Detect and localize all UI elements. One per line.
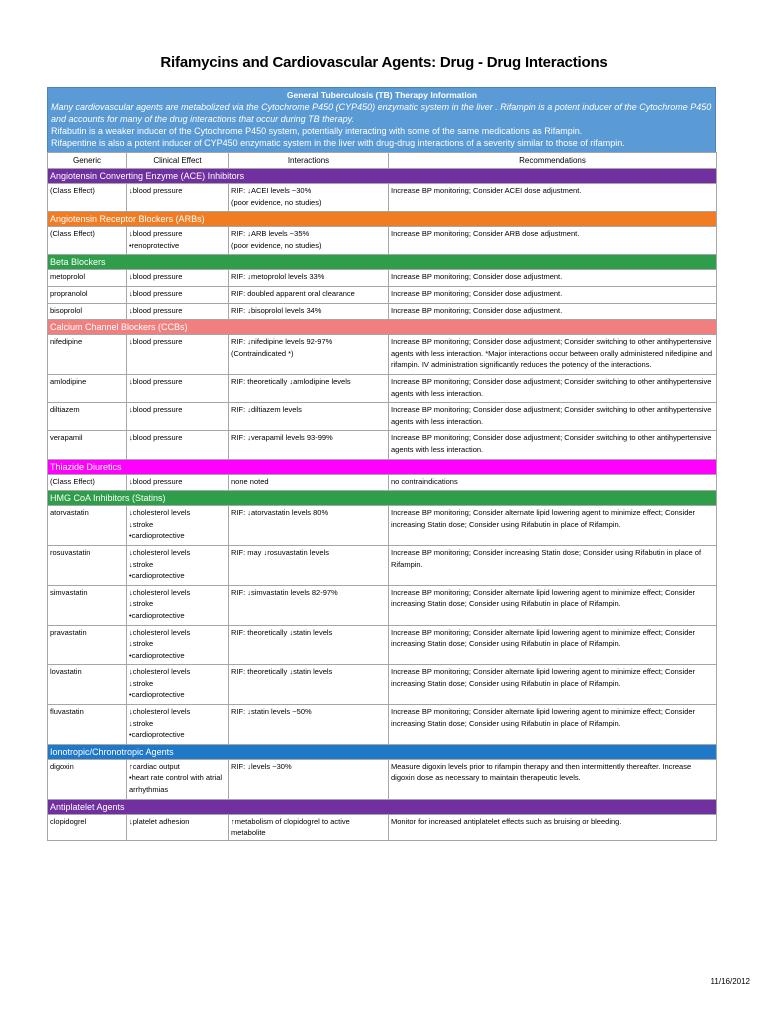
interaction-line: ↑metabolism of clopidogrel to active metabolite <box>231 816 352 838</box>
table-row <box>48 506 717 546</box>
interactions-cell <box>229 403 389 431</box>
recommendations-cell: Increase BP monitoring; Consider alternate lipid lowering agent to minimize effect; Consider increasing Statin dose; Consider using Rifabutin in place of Rifampin. <box>389 665 717 705</box>
clinical-effect-line: •cardioprotective <box>129 610 185 620</box>
table-row <box>48 705 717 745</box>
section-title: Angiotensin Converting Enzyme (ACE) Inhibitors <box>48 169 717 184</box>
clinical-effect-line: •cardioprotective <box>129 730 185 740</box>
recommendations-cell: Increase BP monitoring; Consider dose adjustment; Consider switching to other antihypertensive agents with less interaction. <box>389 403 717 431</box>
interaction-line: RIF: ↓nifedipine levels 92-97% (Contraindicated *) <box>231 337 343 358</box>
table-row <box>48 474 717 491</box>
clinical-effect-line: ↓blood pressure <box>129 288 183 298</box>
interaction-sheet <box>47 87 716 841</box>
recommendations-cell: Increase BP monitoring; Consider dose adjustment; Consider switching to other antihypertensive agents with less interaction. <box>389 374 717 402</box>
interactions-cell <box>229 335 389 375</box>
interaction-line: RIF: doubled apparent oral clearance <box>231 288 355 298</box>
recommendations-cell: Increase BP monitoring; Consider dose adjustment; Consider switching to other antihypertensive agents with less interaction. <box>389 431 717 459</box>
clinical-effect-line: ↓blood pressure <box>129 186 183 195</box>
clinical-effect-cell <box>127 374 229 402</box>
generic-cell: simvastatin <box>48 585 127 625</box>
clinical-effect-line: •cardioprotective <box>129 571 185 581</box>
clinical-effect-line: ↓blood pressure <box>129 305 183 315</box>
generic-cell: (Class Effect) <box>48 474 127 491</box>
generic-cell: atorvastatin <box>48 506 127 546</box>
clinical-effect-line: •cardioprotective <box>129 690 185 700</box>
table-row <box>48 665 717 705</box>
interactions-cell <box>229 474 389 491</box>
interaction-line: RIF: ↓simvastatin levels 82-97% <box>231 587 338 597</box>
interactions-cell <box>229 374 389 402</box>
table-row <box>48 184 717 212</box>
clinical-effect-line: ↓blood pressure <box>129 405 183 415</box>
interaction-line: RIF: ↓ACEI levels ~30% <box>231 186 312 195</box>
interactions-cell <box>229 665 389 705</box>
section-title: Beta Blockers <box>48 255 717 270</box>
clinical-effect-cell <box>127 286 229 303</box>
recommendations-cell: Increase BP monitoring; Consider alternate lipid lowering agent to minimize effect; Consider increasing Statin dose; Consider using Rifabutin in place of Rifampin. <box>389 506 717 546</box>
recommendations-cell: Measure digoxin levels prior to rifampin therapy and then intermittently thereafter. Increase digoxin dose as necessary to maintain therapeutic levels. <box>389 759 717 799</box>
section-title: Angiotensin Receptor Blockers (ARBs) <box>48 212 717 227</box>
section-header-row <box>48 212 717 227</box>
generic-cell: nifedipine <box>48 335 127 375</box>
col-generic: Generic <box>48 153 127 169</box>
recommendations-cell: Increase BP monitoring; Consider ACEI dose adjustment. <box>389 184 717 212</box>
interactions-cell <box>229 270 389 287</box>
interactions-cell <box>229 625 389 665</box>
clinical-effect-cell <box>127 506 229 546</box>
clinical-effect-line: •renoprotective <box>129 240 180 250</box>
col-interactions: Interactions <box>229 153 389 169</box>
clinical-effect-cell <box>127 814 229 840</box>
section-title: Ionotropic/Chronotropic Agents <box>48 744 717 759</box>
clinical-effect-line: ↓cholesterol levels <box>129 707 191 717</box>
generic-cell: propranolol <box>48 286 127 303</box>
generic-cell: lovastatin <box>48 665 127 705</box>
clinical-effect-line: ↓blood pressure <box>129 272 183 282</box>
info-line: Rifabutin is a weaker inducer of the Cytochrome P450 system, potentially interacting with some of the same medications as Rifampin. <box>51 126 583 136</box>
generic-cell: (Class Effect) <box>48 184 127 212</box>
recommendations-cell: Monitor for increased antiplatelet effects such as bruising or bleeding. <box>389 814 717 840</box>
interaction-line: (poor evidence, no studies) <box>231 197 322 207</box>
clinical-effect-cell <box>127 431 229 459</box>
table-row <box>48 431 717 459</box>
interaction-line: RIF: theoretically ↓amlodipine levels <box>231 376 351 386</box>
recommendations-cell: Increase BP monitoring; Consider dose adjustment. <box>389 270 717 287</box>
clinical-effect-line: ↓blood pressure <box>129 376 183 386</box>
interactions-cell <box>229 585 389 625</box>
interactions-cell <box>229 184 389 212</box>
interactions-cell <box>229 705 389 745</box>
recommendations-cell: Increase BP monitoring; Consider alternate lipid lowering agent to minimize effect; Consider increasing Statin dose; Consider using Rifabutin in place of Rifampin. <box>389 585 717 625</box>
clinical-effect-cell <box>127 585 229 625</box>
clinical-effect-line: ↓cholesterol levels <box>129 667 191 677</box>
section-header-row <box>48 459 717 474</box>
generic-cell: digoxin <box>48 759 127 799</box>
recommendations-cell: Increase BP monitoring; Consider alternate lipid lowering agent to minimize effect; Consider increasing Statin dose; Consider using Rifabutin in place of Rifampin. <box>389 625 717 665</box>
table-row <box>48 335 717 375</box>
clinical-effect-cell <box>127 665 229 705</box>
interactions-cell <box>229 303 389 320</box>
section-title: HMG CoA Inhibitors (Statins) <box>48 491 717 506</box>
clinical-effect-line: ↑cardiac output <box>129 761 180 771</box>
interaction-line: RIF: theoretically ↓statin levels <box>231 627 333 637</box>
recommendations-cell: Increase BP monitoring; Consider dose adjustment. <box>389 303 717 320</box>
generic-cell: clopidogrel <box>48 814 127 840</box>
interaction-line: RIF: ↓ARB levels ~35% <box>231 229 310 239</box>
clinical-effect-cell <box>127 545 229 585</box>
section-title: Antiplatelet Agents <box>48 799 717 814</box>
clinical-effect-line: ↓cholesterol levels <box>129 627 191 637</box>
table-row <box>48 374 717 402</box>
clinical-effect-line: ↓blood pressure <box>129 229 183 239</box>
interactions-cell <box>229 286 389 303</box>
generic-cell: verapamil <box>48 431 127 459</box>
interaction-line: none noted <box>231 476 269 486</box>
section-header-row <box>48 491 717 506</box>
clinical-effect-line: ↓stroke <box>129 678 154 688</box>
interactions-cell <box>229 545 389 585</box>
recommendations-cell: Increase BP monitoring; Consider alternate lipid lowering agent to minimize effect; Consider increasing Statin dose; Consider using Rifabutin in place of Rifampin. <box>389 705 717 745</box>
table-row <box>48 625 717 665</box>
interactions-cell <box>229 814 389 840</box>
info-line: Rifapentine is also a potent inducer of CYP450 enzymatic system in the liver with drug-drug interactions of a severity similar to those of rifampin. <box>51 138 625 148</box>
info-paragraph: Many cardiovascular agents are metabolized via the Cytochrome P450 (CYP450) enzymatic system in the liver . Rifampin is a potent inducer of the Cytochrome P450 and accounts for many of the drug interactions that occur during TB therapy. <box>51 102 712 124</box>
clinical-effect-line: ↓stroke <box>129 519 154 529</box>
clinical-effect-line: ↓cholesterol levels <box>129 547 191 557</box>
section-title: Thiazide Diuretics <box>48 459 717 474</box>
interaction-line: RIF: ↓metoprolol levels 33% <box>231 272 325 282</box>
clinical-effect-cell <box>127 270 229 287</box>
clinical-effect-cell <box>127 625 229 665</box>
section-title: Calcium Channel Blockers (CCBs) <box>48 320 717 335</box>
generic-cell: fluvastatin <box>48 705 127 745</box>
generic-cell: metoprolol <box>48 270 127 287</box>
table-header-row <box>48 153 717 169</box>
clinical-effect-line: •heart rate control with atrial arrhythmias <box>129 773 225 795</box>
interaction-line: RIF: ↓atorvastatin levels 80% <box>231 508 329 518</box>
clinical-effect-cell <box>127 759 229 799</box>
clinical-effect-cell <box>127 403 229 431</box>
generic-cell: amlodipine <box>48 374 127 402</box>
interaction-table <box>47 152 717 841</box>
clinical-effect-cell <box>127 184 229 212</box>
clinical-effect-cell <box>127 303 229 320</box>
clinical-effect-line: ↓stroke <box>129 639 154 649</box>
clinical-effect-cell <box>127 335 229 375</box>
clinical-effect-cell <box>127 227 229 255</box>
clinical-effect-line: ↓cholesterol levels <box>129 587 191 597</box>
interactions-cell <box>229 759 389 799</box>
interactions-cell <box>229 227 389 255</box>
generic-cell: rosuvastatin <box>48 545 127 585</box>
col-clinical-effect: Clinical Effect <box>127 153 229 169</box>
col-recommendations: Recommendations <box>389 153 717 169</box>
generic-cell: (Class Effect) <box>48 227 127 255</box>
page-title: Rifamycins and Cardiovascular Agents: Drug - Drug Interactions <box>160 54 608 71</box>
table-row <box>48 403 717 431</box>
clinical-effect-line: ↓cholesterol levels <box>129 508 191 518</box>
clinical-effect-line: ↓stroke <box>129 559 154 569</box>
recommendations-cell: Increase BP monitoring; Consider ARB dose adjustment. <box>389 227 717 255</box>
table-row <box>48 227 717 255</box>
interaction-line: RIF: ↓levels ~30% <box>231 761 292 771</box>
clinical-effect-cell <box>127 705 229 745</box>
interaction-line: RIF: may ↓rosuvastatin levels <box>231 547 329 557</box>
interaction-line: RIF: theoretically ↓statin levels <box>231 667 333 677</box>
clinical-effect-line: •cardioprotective <box>129 650 185 660</box>
interaction-line: RIF: ↓diltiazem levels <box>231 405 302 415</box>
recommendations-cell: Increase BP monitoring; Consider dose adjustment. <box>389 286 717 303</box>
interaction-line: RIF: ↓verapamil levels 93-99% <box>231 433 333 443</box>
clinical-effect-line: ↓stroke <box>129 718 154 728</box>
generic-cell: pravastatin <box>48 625 127 665</box>
generic-cell: diltiazem <box>48 403 127 431</box>
table-row <box>48 270 717 287</box>
info-title: General Tuberculosis (TB) Therapy Information <box>286 90 478 100</box>
clinical-effect-cell <box>127 474 229 491</box>
table-row <box>48 585 717 625</box>
clinical-effect-line: •cardioprotective <box>129 531 185 541</box>
recommendations-cell: Increase BP monitoring; Consider increasing Statin dose; Consider using Rifabutin in place of Rifampin. <box>389 545 717 585</box>
table-row <box>48 303 717 320</box>
tb-info-box <box>47 87 716 152</box>
interactions-cell <box>229 506 389 546</box>
recommendations-cell: Increase BP monitoring; Consider dose adjustment; Consider switching to other antihypertensive agents with less interaction. *Major interactions occur between orally administered nifedipine and rifampin. IV administration significantly reduces the potency of the interactions. <box>389 335 717 375</box>
interaction-line: RIF: ↓statin levels ~50% <box>231 707 312 717</box>
clinical-effect-line: ↓blood pressure <box>129 476 183 486</box>
section-header-row <box>48 255 717 270</box>
recommendations-cell: no contraindications <box>389 474 717 491</box>
clinical-effect-line: ↓blood pressure <box>129 433 183 443</box>
footer-date: 11/16/2012 <box>710 977 750 986</box>
table-row <box>48 286 717 303</box>
table-row <box>48 814 717 840</box>
clinical-effect-line: ↓platelet adhesion <box>129 816 190 826</box>
section-header-row <box>48 744 717 759</box>
table-row <box>48 545 717 585</box>
section-header-row <box>48 169 717 184</box>
interaction-line: (poor evidence, no studies) <box>231 240 322 250</box>
clinical-effect-line: ↓stroke <box>129 599 154 609</box>
clinical-effect-line: ↓blood pressure <box>129 337 183 347</box>
table-row <box>48 759 717 799</box>
generic-cell: bisoprolol <box>48 303 127 320</box>
table-body <box>48 169 717 841</box>
section-header-row <box>48 799 717 814</box>
interactions-cell <box>229 431 389 459</box>
interaction-line: RIF: ↓bisoprolol levels 34% <box>231 305 322 315</box>
section-header-row <box>48 320 717 335</box>
